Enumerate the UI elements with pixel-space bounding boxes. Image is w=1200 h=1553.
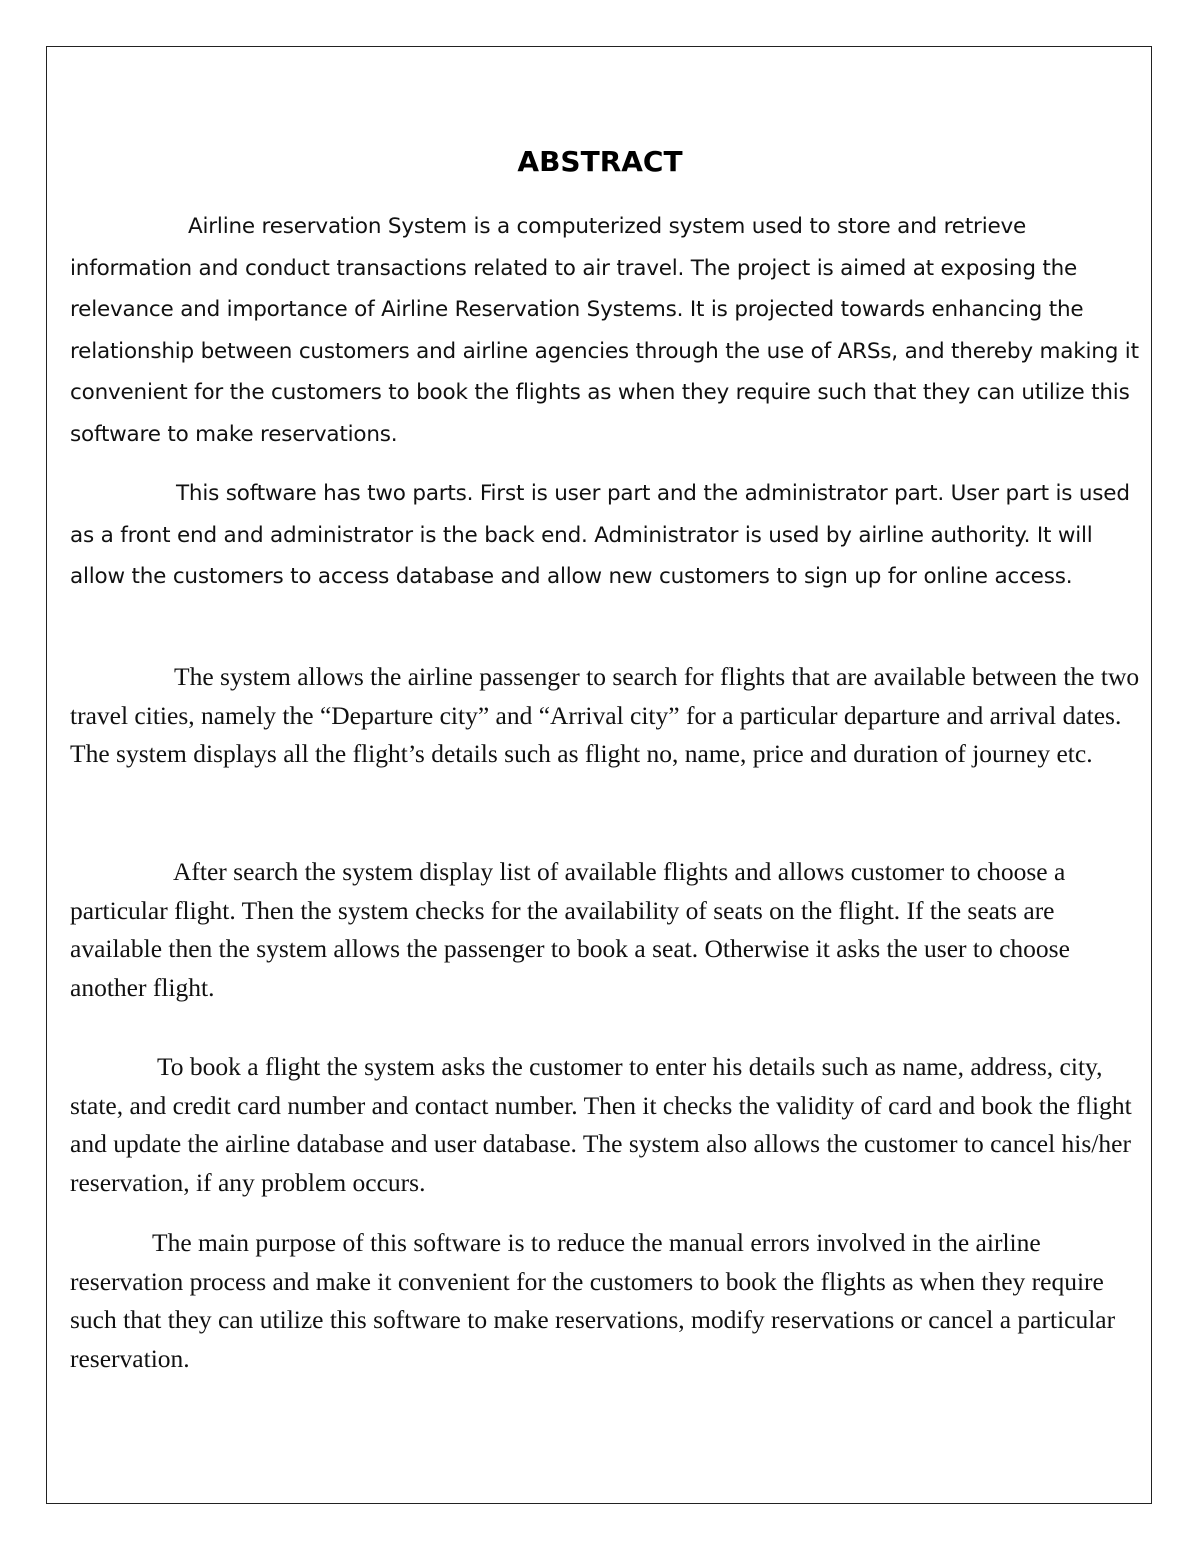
paragraph-1: Airline reservation System is a computerized system used to store and retrieve information and conduct transactions related to air travel. The project is aimed at exposing the relevance and importance of Airline Reservation Systems. It is projected towards enhancing the relationship between customers and airline agencies through the use of ARSs, and thereby making it convenient for the customers to book the flights as when they require such that they can utilize this software to make reservations. <box>70 214 1139 447</box>
paragraph-3: The system allows the airline passenger to search for flights that are available between the two travel cities, namely the “Departure city” and “Arrival city” for a particular departure and arrival dates. The system displays all the flight’s details such as flight no, name, price and duration of journey etc. <box>70 662 1140 769</box>
paragraph-6: The main purpose of this software is to reduce the manual errors involved in the airline reservation process and make it convenient for the customers to book the flights as when they require such that they can utilize this software to make reservations, modify reservations or cancel a particular reservation. <box>70 1228 1116 1373</box>
abstract-title: ABSTRACT <box>517 145 683 178</box>
paragraph-4: After search the system display list of available flights and allows customer to choose a particular flight. Then the system checks for the availability of seats on the flight. If the seats are available then the system allows the passenger to book a seat. Otherwise it asks the user to choose another flight. <box>70 857 1070 1002</box>
paragraph-5: To book a flight the system asks the customer to enter his details such as name, address, city, state, and credit card number and contact number. Then it checks the validity of card and book the flight and update the airline database and user database. The system also allows the customer to cancel his/her reservation, if any problem occurs. <box>70 1052 1132 1197</box>
paragraph-2: This software has two parts. First is user part and the administrator part. User part is used as a front end and administrator is the back end. Administrator is used by airline authority. It will allow the customers to access database and allow new customers to sign up for online access. <box>70 481 1130 589</box>
